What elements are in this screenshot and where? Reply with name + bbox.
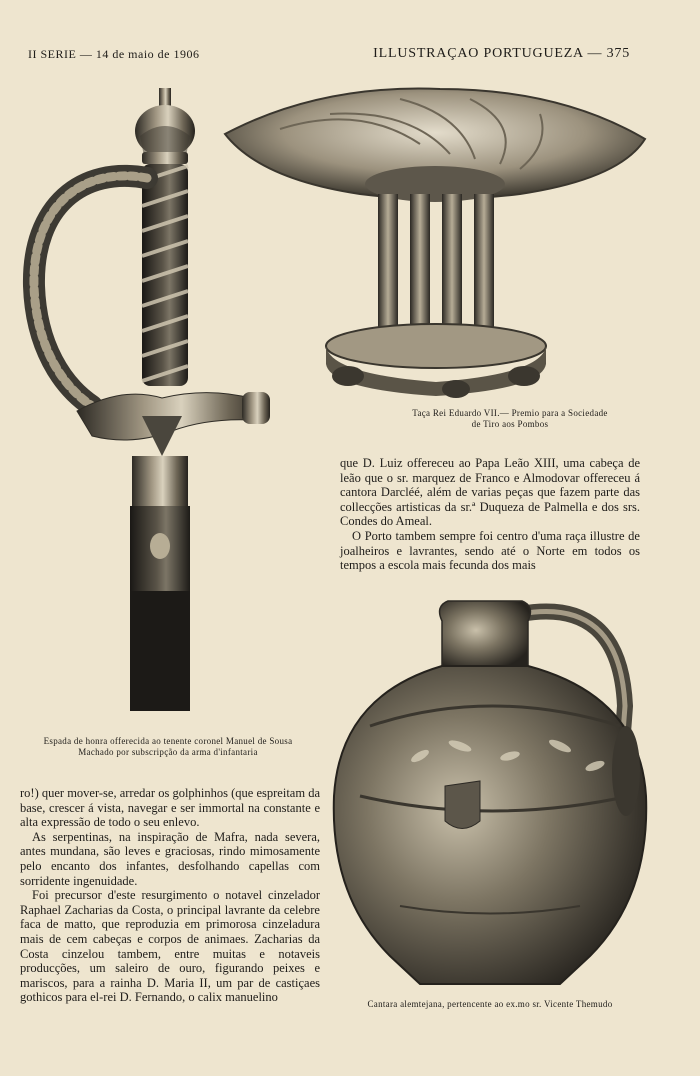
- header-issue-date: II SERIE — 14 de maio de 1906: [28, 47, 200, 61]
- header-title-page: ILLUSTRAÇAO PORTUGUEZA — 375: [373, 46, 630, 61]
- left-paragraph-1: ro!) quer mover-se, arredar os golphinhos (que espreitam da base, crescer á vista, navegar e ser immortal na constante e alta expressão de todo o seu enlevo.: [20, 786, 320, 830]
- jug-caption: Cantara alemtejana, pertencente ao ex.mo sr. Vicente Themudo: [367, 999, 613, 1009]
- left-column-text: [20, 786, 320, 1005]
- left-paragraph-3: Foi precursor d'este resurgimento o notavel cinzelador Raphael Zacharias da Costa, o principal lavrante da celebre faca de matto, que reproduzia em primorosa cinzeladura mais de cem cabeças e corpos de animaes. Zacharias da Costa cinzelou tambem, entre muitas e notaveis producções, um saleiro de ouro, figurando peixes e mariscos, para a rainha D. Maria II, um par de castiçaes gothicos para el-rei D. Fernando, o calix manuelino: [20, 888, 320, 1005]
- trophy-cup-photo: [220, 84, 650, 404]
- right-column-text: [340, 456, 640, 573]
- jug-photo: [330, 596, 660, 996]
- left-paragraph-2: As serpentinas, na inspiração de Mafra, nada severa, antes mundana, são leves e graciosas, rindo mimosamente pelo encanto dos infantes, desfolhando capellas com sorridente ingenuidade.: [20, 829, 320, 888]
- sword-caption-line-1: Espada de honra offerecida ao tenente coronel Manuel de Sousa: [43, 736, 293, 746]
- right-paragraph-1: que D. Luiz offereceu ao Papa Leão XIII, uma cabeça de leão que o sr. marquez de Franco e Almodovar offereceu á cantora Darcléé, além de varias peças que fazem parte das collecções artisticas da sr.ª Duqueza de Palmella e dos srs. Condes do Ameal.: [340, 456, 640, 529]
- sword-caption-line-2: Machado por subscripção da arma d'infantaria: [78, 747, 258, 757]
- cup-caption: [370, 408, 650, 430]
- cup-caption-line-1: Taça Rei Eduardo VII.— Premio para a Sociedade: [412, 408, 608, 418]
- cup-caption-line-2: de Tiro aos Pombos: [471, 419, 549, 429]
- right-paragraph-2: O Porto tambem sempre foi centro d'uma raça illustre de joalheiros e lavrantes, sendo até o Norte em todos os tempos a escola mais fecunda dos mais: [340, 528, 640, 573]
- sword-caption: [18, 736, 318, 758]
